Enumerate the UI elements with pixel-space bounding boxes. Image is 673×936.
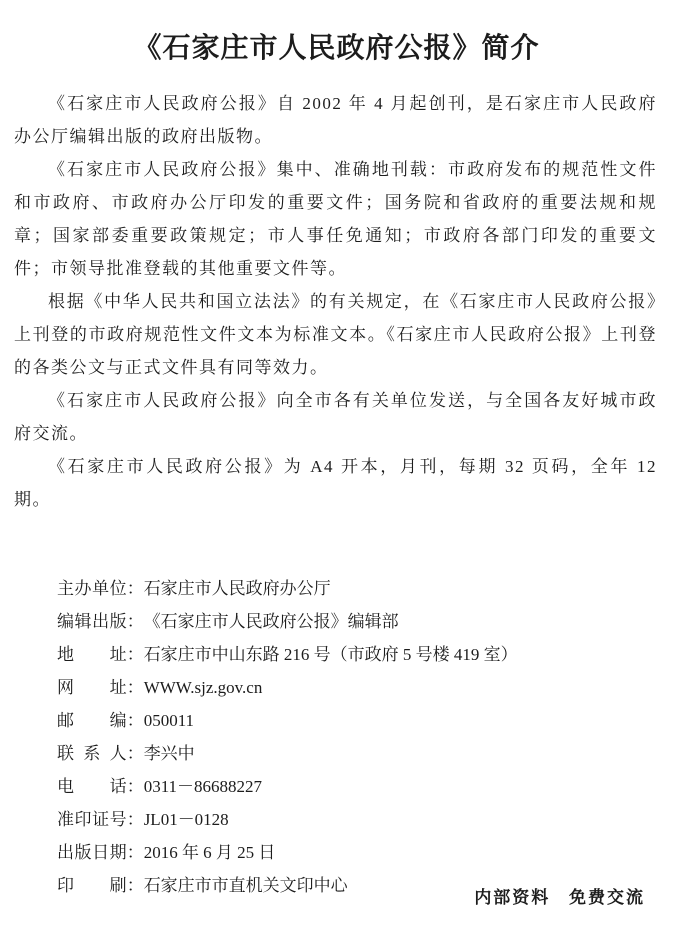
info-colon: ： bbox=[126, 612, 144, 631]
info-row-postcode bbox=[57, 704, 673, 737]
info-colon: ： bbox=[126, 579, 144, 598]
info-colon: ： bbox=[126, 777, 144, 796]
info-colon: ： bbox=[126, 810, 144, 829]
info-value: 050011 bbox=[143, 711, 195, 730]
info-value: 石家庄市市直机关文印中心 bbox=[143, 876, 348, 895]
info-label: 地址 bbox=[57, 645, 127, 664]
info-row-contact bbox=[57, 737, 673, 770]
footer-free-exchange: 免费交流 bbox=[569, 888, 645, 907]
footer-note bbox=[474, 883, 645, 908]
info-value: WWW.sjz.gov.cn bbox=[143, 678, 263, 697]
info-value: 2016 年 6 月 25 日 bbox=[143, 843, 276, 862]
info-value: 《石家庄市人民政府公报》编辑部 bbox=[143, 612, 399, 631]
info-label: 电话 bbox=[57, 777, 127, 796]
info-value: 李兴中 bbox=[143, 744, 195, 763]
info-colon: ： bbox=[126, 744, 144, 763]
info-row-permit bbox=[57, 803, 673, 836]
info-colon: ： bbox=[126, 645, 144, 664]
info-label: 出版日期 bbox=[57, 843, 127, 862]
info-colon: ： bbox=[126, 843, 144, 862]
info-row-pubdate bbox=[57, 836, 673, 869]
info-value: 石家庄市中山东路 216 号（市政府 5 号楼 419 室） bbox=[143, 645, 518, 664]
paragraph-contents: 《石家庄市人民政府公报》集中、准确地刊载：市政府发布的规范性文件和市政府、市政府办公厅印发的重要文件；国务院和省政府的重要法规和规章；国家部委重要政策规定；市人事任免通知；市政府各部门印发的重要文件；市领导批准登载的其他重要文件等。 bbox=[14, 160, 657, 278]
info-row-phone bbox=[57, 770, 673, 803]
footer-internal-material: 内部资料 bbox=[474, 888, 551, 907]
paragraph-legal-status: 根据《中华人民共和国立法法》的有关规定，在《石家庄市人民政府公报》上刊登的市政府规范性文件文本为标准文本。《石家庄市人民政府公报》上刊登的各类公文与正式文件具有同等效力。 bbox=[14, 292, 657, 377]
info-value: 石家庄市人民政府办公厅 bbox=[143, 579, 331, 598]
publication-info-list bbox=[0, 572, 673, 902]
info-label: 印刷 bbox=[57, 876, 127, 895]
info-row-website bbox=[57, 671, 673, 704]
info-colon: ： bbox=[126, 876, 144, 895]
paragraph-founding: 《石家庄市人民政府公报》自 2002 年 4 月起创刊，是石家庄市人民政府办公厅编辑出版的政府出版物。 bbox=[14, 94, 657, 146]
info-value: 0311－86688227 bbox=[143, 777, 263, 796]
info-colon: ： bbox=[126, 711, 144, 730]
intro-paragraphs bbox=[0, 87, 673, 516]
paragraph-format: 《石家庄市人民政府公报》为 A4 开本，月刊，每期 32 页码，全年 12 期。 bbox=[14, 457, 657, 509]
info-value: JL01－0128 bbox=[143, 810, 229, 829]
info-row-sponsor bbox=[57, 572, 673, 605]
info-label: 联系人 bbox=[57, 744, 127, 763]
page-title: 《石家庄市人民政府公报》简介 bbox=[133, 33, 540, 64]
info-colon: ： bbox=[126, 678, 144, 697]
info-row-address bbox=[57, 638, 673, 671]
info-row-editor bbox=[57, 605, 673, 638]
info-label: 编辑出版 bbox=[57, 612, 127, 631]
info-label: 网址 bbox=[57, 678, 127, 697]
paragraph-distribution: 《石家庄市人民政府公报》向全市各有关单位发送，与全国各友好城市政府交流。 bbox=[14, 391, 657, 443]
info-label: 主办单位 bbox=[57, 579, 127, 598]
info-label: 邮编 bbox=[57, 711, 127, 730]
info-label: 准印证号 bbox=[57, 810, 127, 829]
